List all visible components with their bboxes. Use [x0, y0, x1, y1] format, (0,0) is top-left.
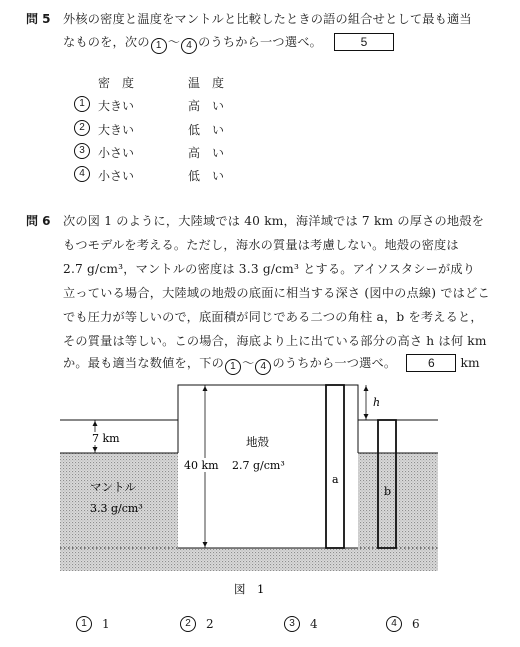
q6-line-3: 2.7 g/cm³，マントルの密度は 3.3 g/cm³ とする。アイソスタシーが成り [63, 262, 476, 276]
option-4-density: 小さい [98, 169, 135, 183]
range-tilde: 〜 [242, 356, 255, 370]
dim-40km-label: 40 km [184, 459, 219, 472]
dim-7km-arrow-top [93, 421, 98, 426]
dim-7km-arrow-bottom [93, 447, 98, 452]
q5-line2-text: なものを，次の [63, 35, 150, 49]
q6-line-7-end: のうちから一つ選べ。 [272, 356, 397, 370]
option-2-marker: 2 [74, 120, 90, 136]
dim-40km-arrow-bottom [203, 542, 208, 547]
mantle-density: 3.3 g/cm³ [90, 502, 143, 515]
q6-line-6: その質量は等しい。この場合，海底より上に出ている部分の高さ h は何 km [63, 334, 487, 348]
figure-caption: 図 1 [234, 582, 265, 596]
choice-2-marker[interactable]: 2 [180, 616, 196, 632]
choice-4-value: 6 [412, 617, 420, 631]
mantle-right [358, 453, 438, 571]
dim-7km-label: 7 km [92, 432, 120, 445]
q6-label: 問 6 [26, 214, 51, 228]
choice-range-start: 1 [151, 38, 167, 54]
q6-line-2: もつモデルを考える。ただし，海水の質量は考慮しない。地殻の密度は [63, 238, 459, 252]
choice-1-value: 1 [102, 617, 110, 631]
column-b-label: b [384, 485, 392, 498]
dim-h-arrow-top [364, 386, 369, 391]
option-1-temp: 高 い [188, 99, 225, 113]
dim-h-label: h [373, 396, 381, 409]
dim-40km-arrow-top [203, 386, 208, 391]
q6-line-1: 次の図 1 のように，大陸域では 40 km，海洋域では 7 km の厚さの地殻を [63, 214, 485, 228]
option-2-density: 大きい [98, 123, 135, 137]
dim-h-arrow-bottom [364, 414, 369, 419]
q5-line2-end: のうちから一つ選べ。 [198, 35, 322, 49]
column-a-label: a [332, 473, 339, 486]
option-3-marker: 3 [74, 143, 90, 159]
q6-line-7-text: か。最も適当な数値を，下の [63, 356, 225, 370]
q5-header-temp: 温 度 [188, 76, 225, 90]
choice-range-end: 4 [181, 38, 197, 54]
crust-label: 地殻 [246, 435, 269, 449]
q5-label: 問 5 [26, 12, 51, 26]
choice-range-end: 4 [255, 359, 271, 375]
option-2-temp: 低 い [188, 123, 225, 137]
option-1-density: 大きい [98, 99, 135, 113]
option-3-density: 小さい [98, 146, 135, 160]
option-1-marker: 1 [74, 96, 90, 112]
q6-answer-box[interactable]: 6 [406, 354, 456, 372]
column-a [326, 385, 344, 548]
mantle-bottom [178, 548, 358, 571]
q6-answer-unit: km [460, 356, 480, 370]
q5-line1: 外核の密度と温度をマントルと比較したときの語の組合せとして最も適当 [63, 12, 472, 26]
range-tilde: 〜 [167, 35, 181, 49]
choice-3-value: 4 [310, 617, 318, 631]
q6-line-4: 立っている場合，大陸域の地殻の底面に相当する深さ (図中の点線) ではどこ [63, 286, 490, 300]
option-4-temp: 低 い [188, 169, 225, 183]
choice-2-value: 2 [206, 617, 214, 631]
crust-density: 2.7 g/cm³ [232, 459, 285, 472]
choice-1-marker[interactable]: 1 [76, 616, 92, 632]
choice-3-marker[interactable]: 3 [284, 616, 300, 632]
q5-header-density: 密 度 [98, 76, 135, 90]
choice-range-start: 1 [225, 359, 241, 375]
q6-line-5: でも圧力が等しいので，底面積が同じである二つの角柱 a，b を考えると， [63, 310, 483, 324]
mantle-label: マントル [90, 480, 136, 494]
q5-answer-box[interactable]: 5 [334, 33, 394, 51]
option-4-marker: 4 [74, 166, 90, 182]
option-3-temp: 高 い [188, 146, 225, 160]
choice-4-marker[interactable]: 4 [386, 616, 402, 632]
